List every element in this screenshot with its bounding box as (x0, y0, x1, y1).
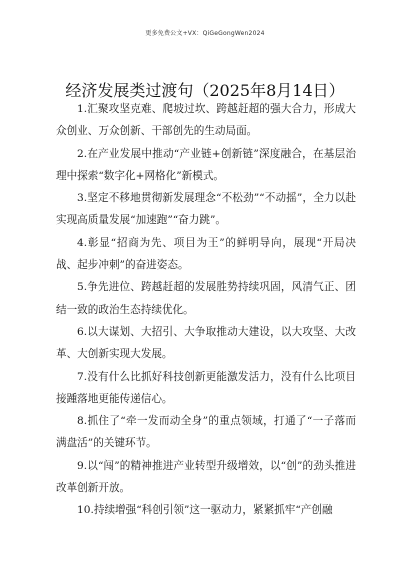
paragraph-2: 2.在产业发展中推动“产业链+创新链”深度融合，在基层治理中探索“数字化+网格化”新模式。 (56, 147, 356, 182)
paragraph-1: 1.汇聚攻坚克难、爬坡过坎、跨越赶超的强大合力，形成大众创业、万众创新、干部创先的生动局面。 (56, 103, 356, 138)
document-body (56, 98, 356, 522)
paragraph-4: 4.彰显“招商为先、项目为王”的鲜明导向，展现“开局决战、起步冲刺”的奋进姿态。 (56, 236, 356, 272)
paragraph-9: 9.以“闯”的精神推进产业转型升级增效，以“创”的劲头推进改革创新开放。 (56, 459, 356, 495)
paragraph-3: 3.坚定不移地贯彻新发展理念“不松劲”“不动摇”，全力以赴实现高质量发展“加速跑”“奋力跳”。 (56, 192, 356, 227)
header-note: 更多免费公文+VX：QiGeGongWen2024 (145, 30, 265, 37)
paragraph-7: 7.没有什么比抓好科技创新更能激发活力，没有什么比项目接踵落地更能传递信心。 (56, 370, 356, 405)
paragraph-5: 5.争先进位、跨越赶超的发展胜势持续巩固，风清气正、团结一致的政治生态持续优化。 (56, 281, 356, 316)
paragraph-10: 10.持续增强“科创引领”这一驱动力，紧紧抓牢“产创融 (77, 504, 333, 517)
paragraph-8: 8.抓住了“牵一发而动全身”的重点领域，打通了“一子落而满盘活”的关键环节。 (56, 415, 356, 450)
paragraph-6: 6.以大谋划、大招引、大争取推动大建设，以大攻坚、大改革、大创新实现大发展。 (56, 325, 356, 361)
document-title: 经济发展类过渡句（2025年8月14日） (65, 81, 345, 100)
